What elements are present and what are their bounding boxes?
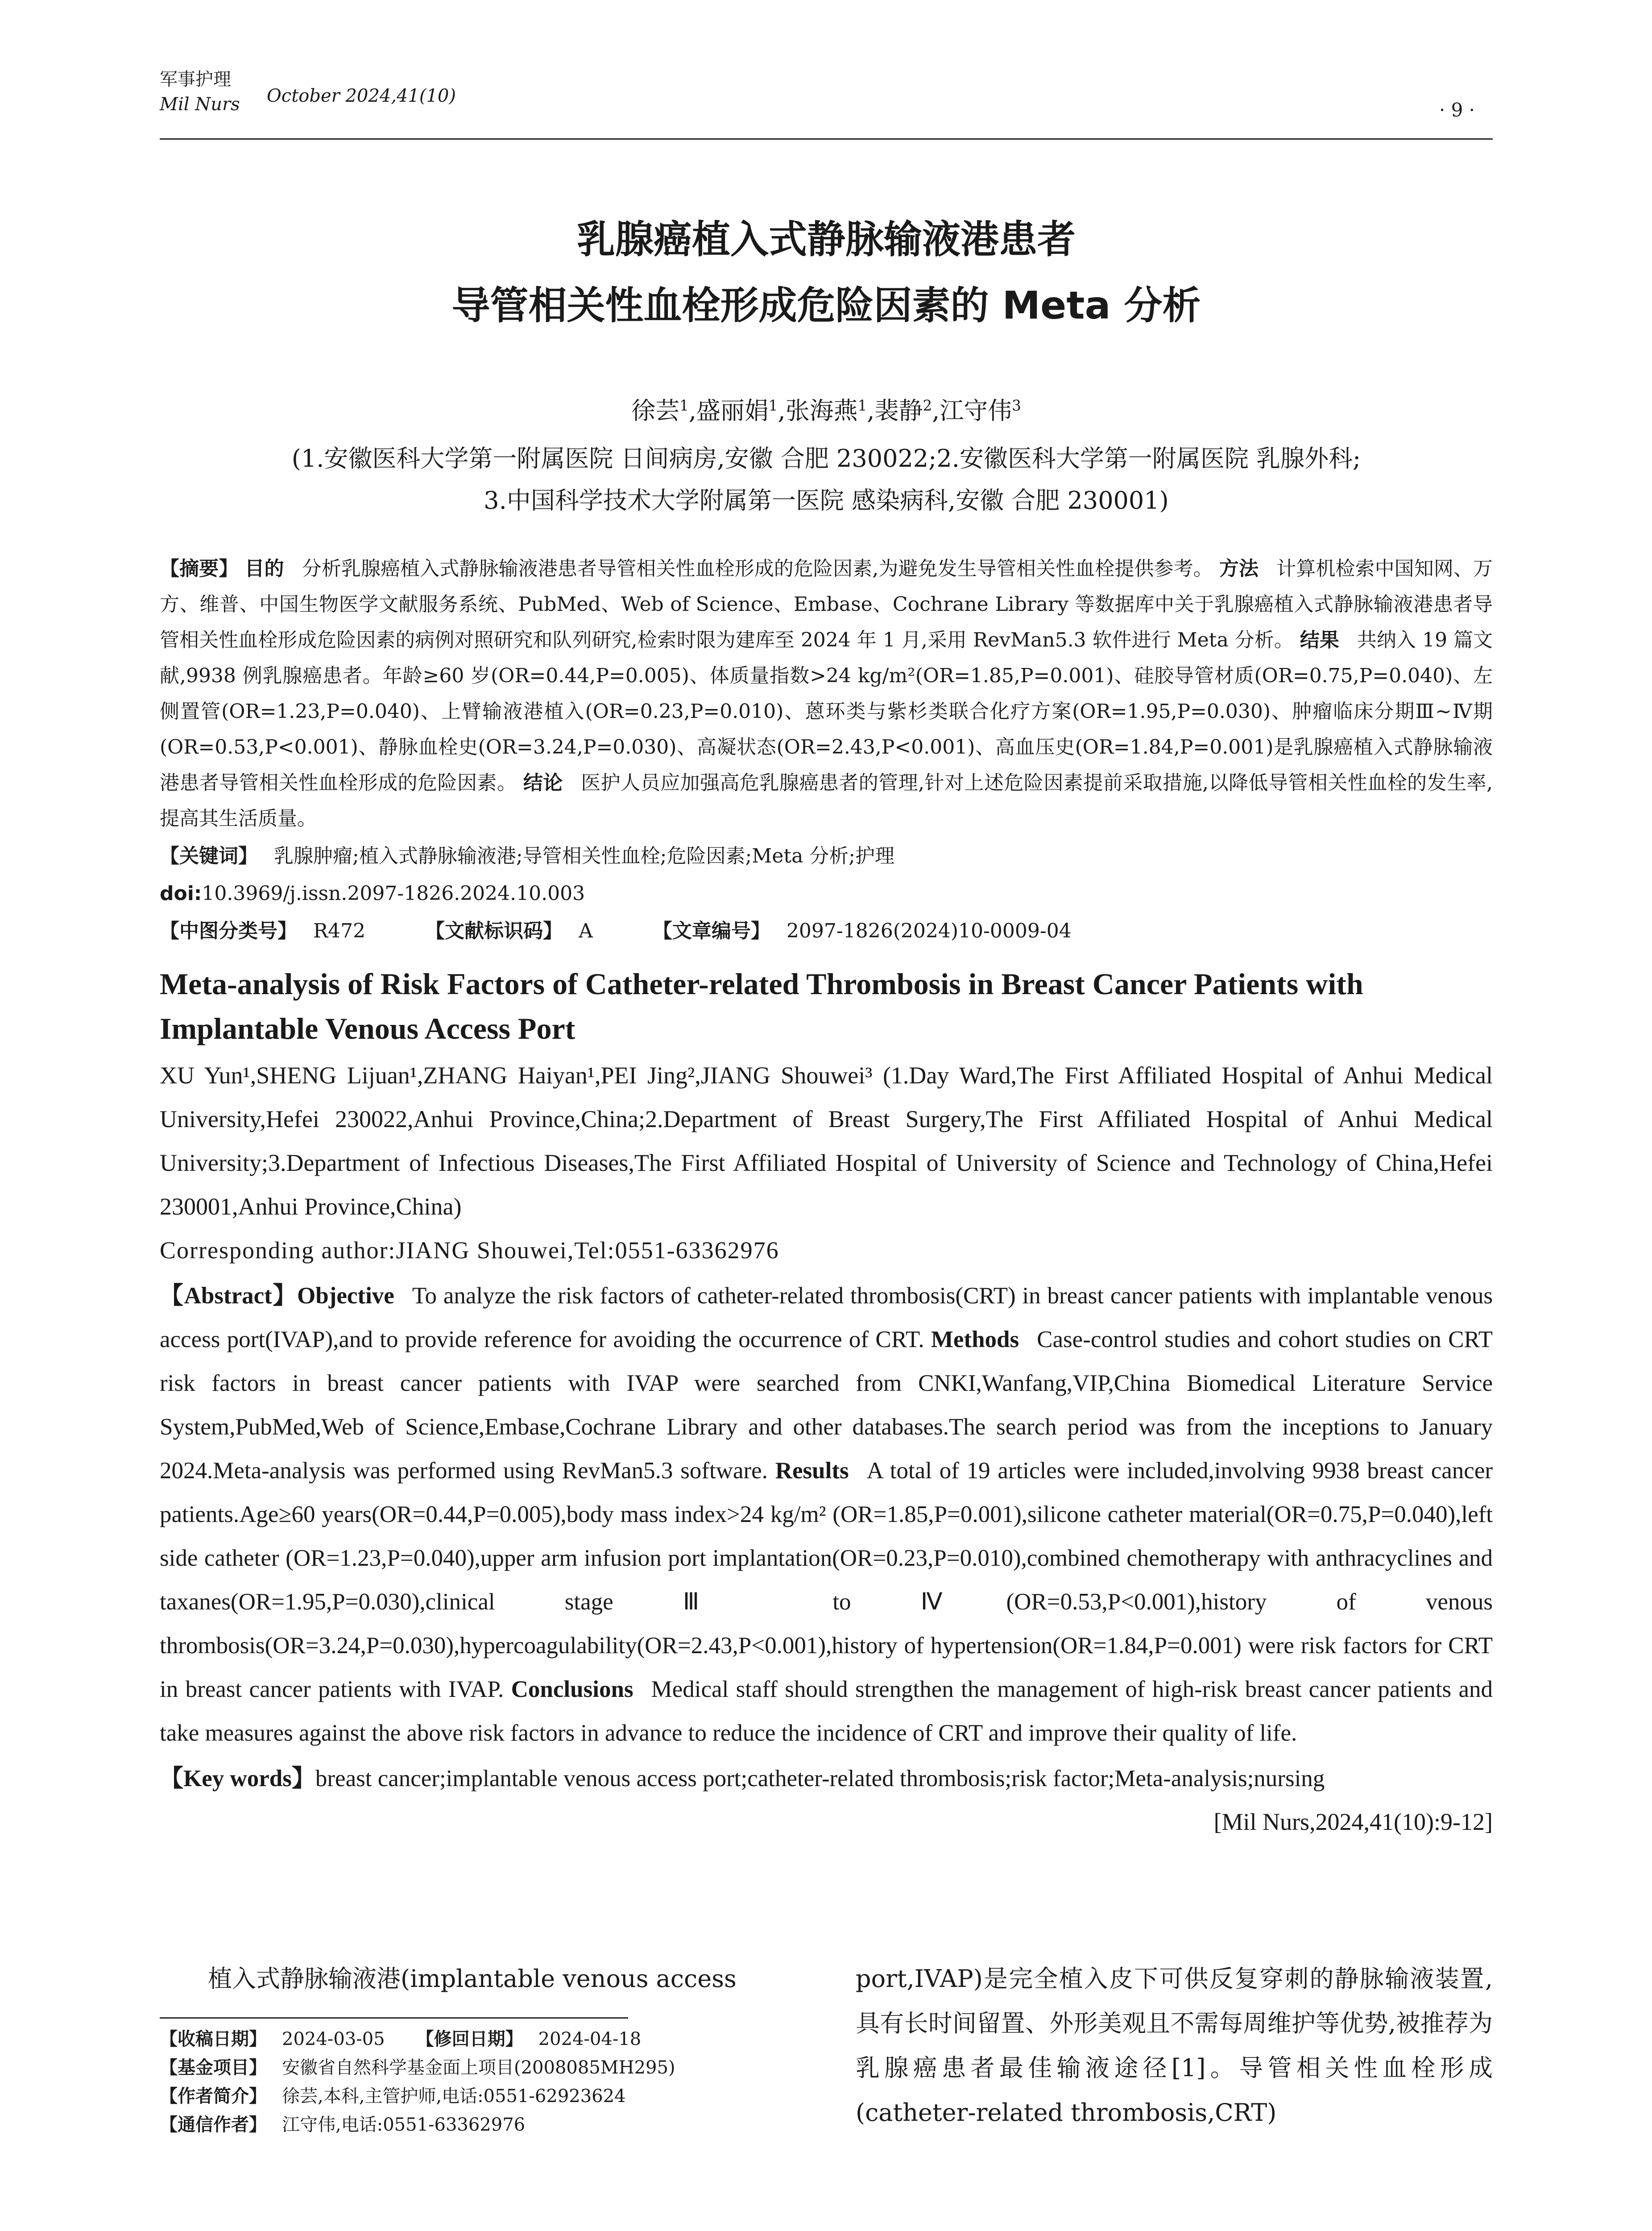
abstract-label: 【摘要】 [160, 557, 239, 580]
author-list: 徐芸$^1$,盛丽娟$^1$,张海燕$^1$,裴静$^2$,江守伟$^3$ [631, 397, 1021, 425]
doi-line [160, 876, 1493, 912]
citation: [Mil Nurs,2024,41(10):9-12] [1213, 1808, 1493, 1835]
english-authors: XU Yun¹,SHENG Lijuan¹,ZHANG Haiyan¹,PEI Jing²,JIANG Shouwei³ (1.Day Ward,The First Affiliated Hospital of Anhui Medical University,Hefei 230022,Anhui Province,China;2.Department of Breast Surgery,The First Affiliated Hospital of Anhui Medical University;3.Department of Infectious Diseases,The First Affiliated Hospital of University of Science and Technology of China,Hefei 230001,Anhui Province,China) [160, 1062, 1493, 1220]
en-objective-text: To analyze the risk factors of catheter-related thrombosis(CRT) in breast cancer patients with implantable venous access port(IVAP),and to provide reference for avoiding the occurrence of CRT. [160, 1283, 1493, 1352]
methods-label: 方法 [1219, 557, 1259, 580]
doc-code-value: A [579, 920, 593, 942]
footnote-correspondence [160, 2111, 802, 2139]
english-title: Meta-analysis of Risk Factors of Catheter-related Thrombosis in Breast Cancer Patients with Implantable Venous Access Port [160, 967, 1363, 1045]
received-label: 【收稿日期】 [160, 2029, 267, 2049]
en-abstract-label: 【Abstract】 [160, 1283, 298, 1309]
doc-code-label: 【文献标识码】 [425, 920, 563, 942]
clc-label: 【中图分类号】 [160, 920, 297, 942]
en-keywords-value: breast cancer;implantable venous access port;catheter-related thrombosis;risk factor;Meta-analysis;nursing [315, 1766, 1325, 1791]
author-bio-label: 【作者简介】 [160, 2086, 267, 2107]
affiliations [160, 438, 1493, 522]
article-number-label: 【文章编号】 [652, 920, 770, 942]
objective-text: 分析乳腺癌植入式静脉输液港患者导管相关性血栓形成的危险因素,为避免发生导管相关性血栓提供参考。 [302, 557, 1213, 580]
author-name: 江守伟 [940, 397, 1012, 425]
correspondence-value: 江守伟,电话:0551-63362976 [282, 2115, 526, 2135]
keywords-value: 乳腺肿瘤;植入式静脉输液港;导管相关性血栓;危险因素;Meta 分析;护理 [274, 845, 895, 867]
article-title [160, 207, 1493, 339]
keywords-cn [160, 838, 1493, 874]
journal-name-cn: 军事护理 [160, 69, 231, 90]
author-affil-mark: 1 [857, 397, 867, 414]
body-paragraph-continued: port,IVAP)是完全植入皮下可供反复穿刺的静脉输液装置,具有长时间留置、外形美观且不需每周维护等优势,被推荐为乳腺癌患者最佳输液途径[1]。导管相关性血栓形成(catheter-related thrombosis,CRT) [856, 1965, 1493, 2127]
results-text: 共纳入 19 篇文献,9938 例乳腺癌患者。年龄≥60 岁(OR=0.44,P=0.005)、体质量指数>24 kg/m²(OR=1.85,P=0.001)、硅胶导管材质(OR=0.75,P=0.040)、左侧置管(OR=1.23,P=0.040)、上臂输液港植入(OR=0.23,P=0.010)、蒽环类与紫杉类联合化疗方案(OR=1.95,P=0.030)、肿瘤临床分期Ⅲ~Ⅳ期(OR=0.53,P<0.001)、静脉血栓史(OR=3.24,P=0.030)、高凝状态(OR=2.43,P<0.001)、高血压史(OR=1.84,P=0.001)是乳腺癌植入式静脉输液港患者导管相关性血栓形成的危险因素。 [160, 629, 1493, 794]
article-number-value: 2097-1826(2024)10-0009-04 [786, 920, 1072, 942]
corresponding-author: Corresponding author:JIANG Shouwei,Tel:0551-63362976 [160, 1237, 779, 1264]
page-number: · 9 · [1439, 99, 1475, 121]
author-name: 张海燕 [785, 397, 858, 425]
author-name: 盛丽娟 [696, 397, 769, 425]
author-affil-mark: 1 [768, 397, 778, 414]
journal-name-en: Mil Nurs [160, 94, 240, 115]
en-conclusions-label: Conclusions [511, 1676, 633, 1702]
author-bio-value: 徐芸,本科,主管护师,电话:0551-62923624 [282, 2086, 626, 2107]
correspondence-label: 【通信作者】 [160, 2115, 267, 2135]
revised-date: 2024-04-18 [538, 2029, 642, 2049]
body-paragraph-start: 植入式静脉输液港(implantable venous access [208, 1965, 737, 1993]
footnote-fund [160, 2053, 802, 2082]
title-line-1: 乳腺癌植入式静脉输液港患者 [577, 217, 1076, 262]
journal-name [160, 67, 240, 117]
footnote-author [160, 2082, 802, 2111]
author-name: 裴静 [874, 397, 923, 425]
conclusion-text: 医护人员应加强高危乳腺癌患者的管理,针对上述危险因素提前采取措施,以降低导管相关性血栓的发生率,提高其生活质量。 [160, 771, 1493, 830]
en-results-text: A total of 19 articles were included,involving 9938 breast cancer patients.Age≥60 years(OR=0.44,P=0.005),body mass index>24 kg/m² (OR=1.85,P=0.001),silicone catheter material(OR=0.75,P=0.040),left side catheter (OR=1.23,P=0.040),upper arm infusion port implantation(OR=0.23,P=0.010),combined chemotherapy with anthracyclines and taxanes(OR=1.95,P=0.030),clinical stage Ⅲ to Ⅳ(OR=0.53,P<0.001),history of venous thrombosis(OR=3.24,P=0.030),hypercoagulability(OR=2.43,P<0.001),history of hypertension(OR=1.84,P=0.001) were risk factors for CRT in breast cancer patients with IVAP. [160, 1458, 1493, 1702]
english-abstract [160, 1274, 1493, 1755]
author-affil-mark: 2 [923, 397, 932, 414]
en-keywords-label: 【Key words】 [160, 1766, 315, 1791]
fund-label: 【基金项目】 [160, 2057, 267, 2078]
clc-value: R472 [313, 920, 366, 942]
keywords-label: 【关键词】 [160, 845, 258, 867]
chinese-abstract [160, 551, 1493, 837]
author-affil-mark: 3 [1012, 397, 1021, 414]
affiliation-line-2: 3.中国科学技术大学附属第一医院 感染病科,安徽 合肥 230001) [484, 486, 1169, 514]
running-header [160, 67, 1493, 140]
right-column [856, 1957, 1493, 2135]
english-keywords [160, 1757, 1493, 1800]
classification-line [160, 913, 1493, 949]
affiliation-line-1: (1.安徽医科大学第一附属医院 日间病房,安徽 合肥 230022;2.安徽医科大学第一附属医院 乳腺外科; [291, 444, 1361, 473]
conclusion-label: 结论 [523, 771, 563, 794]
fund-value: 安徽省自然科学基金面上项目(2008085MH295) [282, 2057, 675, 2078]
body-columns [160, 1957, 1493, 2206]
received-date: 2024-03-05 [282, 2029, 385, 2049]
en-methods-text: Case-control studies and cohort studies on CRT risk factors in breast cancer patients with IVAP were searched from CNKI,Wanfang,VIP,China Biomedical Literature Service System,PubMed,Web of Science,Embase,Cochrane Library and other databases.The search period was from the inceptions to January 2024.Meta-analysis was performed using RevMan5.3 software. [160, 1327, 1493, 1484]
revised-label: 【修回日期】 [416, 2029, 523, 2049]
en-results-label: Results [775, 1458, 849, 1484]
issue-info: October 2024,41(10) [267, 86, 456, 106]
title-line-2: 导管相关性血栓形成危险因素的 Meta 分析 [451, 283, 1201, 328]
methods-text: 计算机检索中国知网、万方、维普、中国生物医学文献服务系统、PubMed、Web of Science、Embase、Cochrane Library 等数据库中关于乳腺癌植入式静脉输液港患者导管相关性血栓形成危险因素的病例对照研究和队列研究,检索时限为建库至 2024 年 1 月,采用 RevMan5.3 软件进行 Meta 分析。 [160, 557, 1493, 651]
en-conclusions-text: Medical staff should strengthen the management of high-risk breast cancer patients and take measures against the above risk factors in advance to reduce the incidence of CRT and improve their quality of life. [160, 1676, 1493, 1746]
objective-label: 目的 [244, 557, 284, 580]
results-label: 结果 [1300, 629, 1339, 651]
en-methods-label: Methods [931, 1327, 1019, 1352]
doi-value[interactable]: 10.3969/j.issn.2097-1826.2024.10.003 [202, 882, 585, 905]
footnote-divider [160, 2017, 628, 2019]
left-column [160, 1957, 802, 2139]
author-name: 徐芸 [631, 397, 680, 425]
author-affil-mark: 1 [679, 397, 689, 414]
article-page [160, 67, 1493, 1843]
footnote-dates [160, 2025, 802, 2053]
en-objective-label: Objective [297, 1283, 394, 1309]
doi-label: doi: [160, 882, 202, 905]
